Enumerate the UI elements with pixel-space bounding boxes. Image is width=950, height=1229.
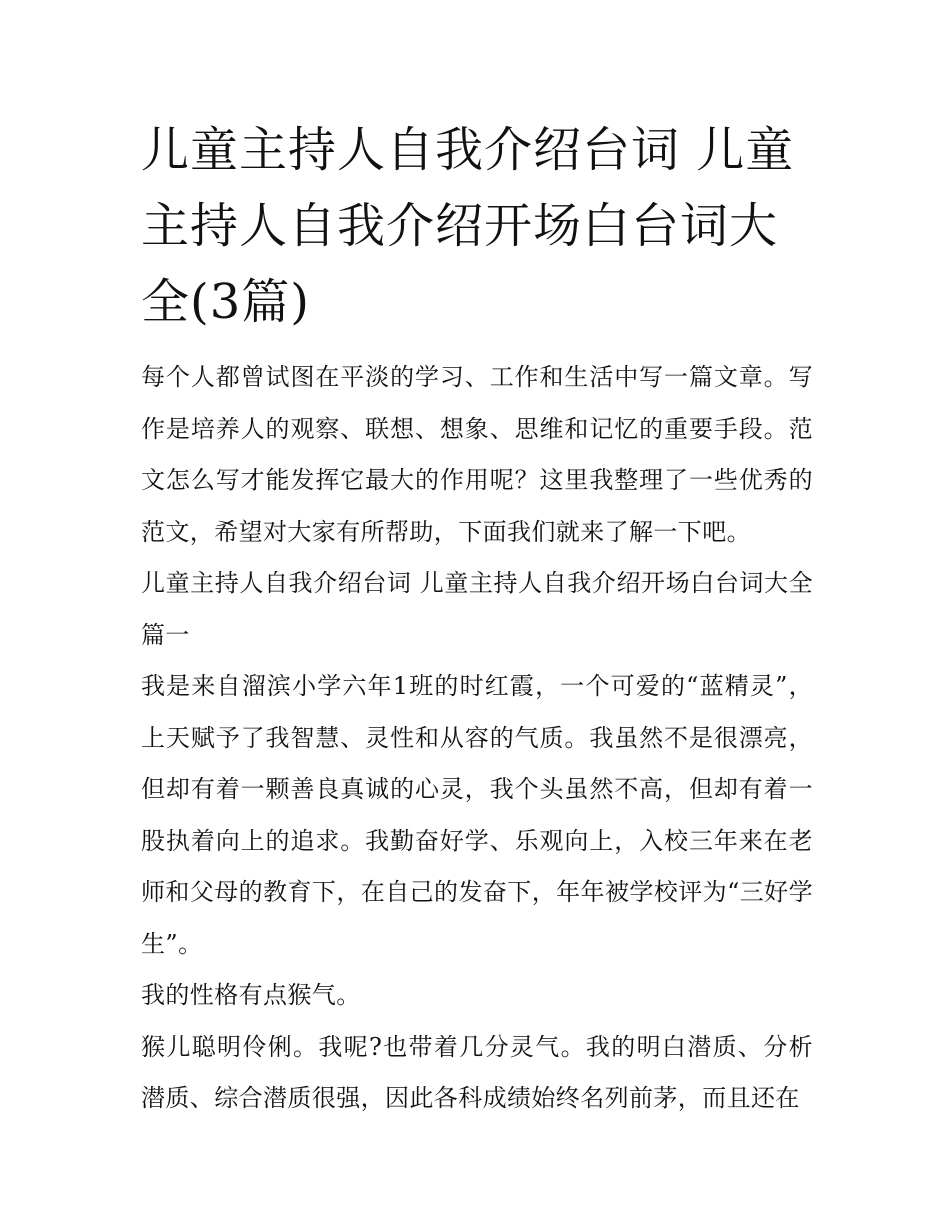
body-paragraph: 我的性格有点猴气。 (141, 981, 361, 1009)
document-title: 儿童主持人自我介绍台词 儿童主持人自我介绍开场白台词大全(3篇) (141, 122, 795, 330)
document-page (141, 112, 813, 1125)
body-paragraph: 猴儿聪明伶俐。我呢?也带着几分灵气。我的明白潜质、分析潜质、综合潜质很强，因此各科成绩始终名列前茅，而且还在 (141, 1032, 813, 1112)
section-heading: 儿童主持人自我介绍台词 儿童主持人自我介绍开场白台词大全篇一 (141, 569, 813, 649)
body-paragraph: 我是来自溜滨小学六年1班的时红霞，一个可爱的“蓝精灵”，上天赋予了我智慧、灵性和从容的气质。我虽然不是很漂亮，但却有着一颗善良真诚的心灵，我个头虽然不高，但却有着一股执着向上的追求。我勤奋好学、乐观向上，入校三年来在老师和父母的教育下，在自己的发奋下，年年被学校评为“三好学生”。 (141, 672, 813, 958)
intro-paragraph: 每个人都曾试图在平淡的学习、工作和生活中写一篇文章。写作是培养人的观察、联想、想象、思维和记忆的重要手段。范文怎么写才能发挥它最大的作用呢？这里我整理了一些优秀的范文，希望对大家有所帮助，下面我们就来了解一下吧。 (141, 363, 813, 546)
